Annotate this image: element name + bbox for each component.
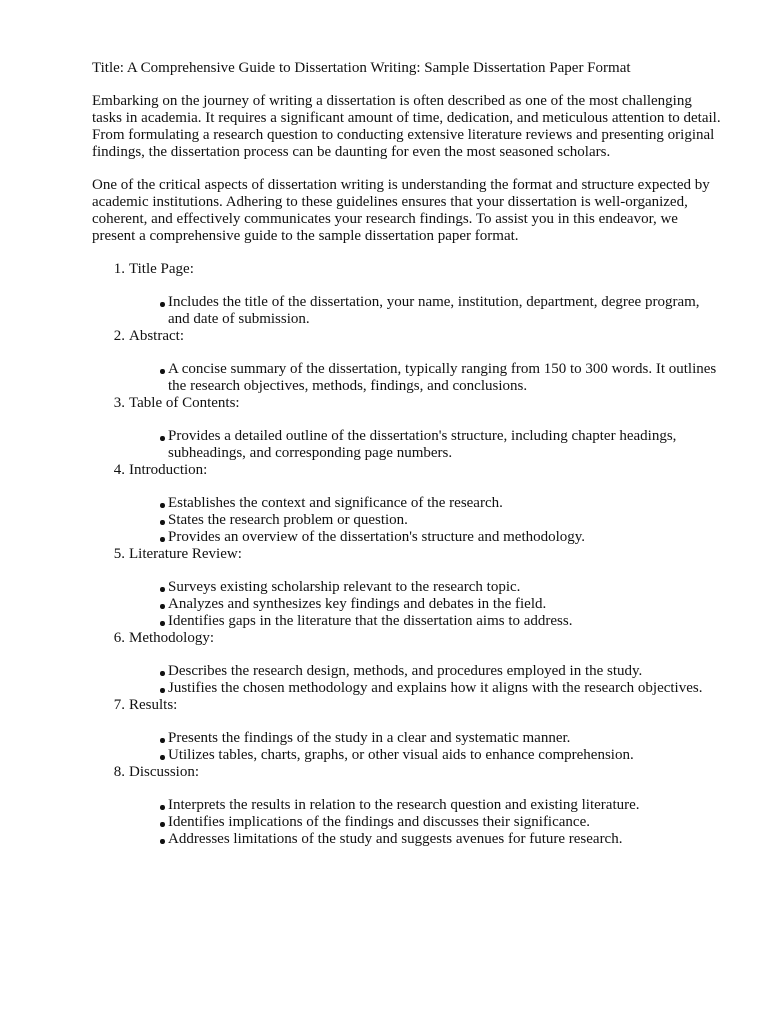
bullet-item: Provides a detailed outline of the dissertation's structure, including chapter headings, subheadings, and corresponding page numbers. [168, 428, 722, 462]
section-heading: Title Page: [129, 261, 194, 277]
section-heading: Introduction: [129, 462, 208, 478]
bullet-item: Analyzes and synthesizes key findings and debates in the field. [168, 596, 722, 613]
bullet-item: Establishes the context and significance of the research. [168, 495, 722, 512]
bullet-item: Identifies implications of the findings and discusses their significance. [168, 814, 722, 831]
section-heading: Results: [129, 697, 178, 713]
bullet-item: States the research problem or question. [168, 512, 722, 529]
bullet-list [129, 495, 722, 546]
bullet-list [129, 579, 722, 630]
bullet-list [129, 294, 722, 328]
document-page [92, 60, 722, 848]
bullet-list [129, 797, 722, 848]
document-title: Title: A Comprehensive Guide to Dissertation Writing: Sample Dissertation Paper Format [92, 60, 631, 76]
section-item [129, 764, 722, 848]
section-item [129, 261, 722, 328]
bullet-item: Addresses limitations of the study and suggests avenues for future research. [168, 831, 722, 848]
bullet-item: A concise summary of the dissertation, typically ranging from 150 to 300 words. It outlines the research objectives, methods, findings, and conclusions. [168, 361, 722, 395]
bullet-list [129, 428, 722, 462]
section-heading: Literature Review: [129, 546, 242, 562]
section-item [129, 630, 722, 697]
section-heading: Discussion: [129, 764, 200, 780]
section-item [129, 462, 722, 546]
bullet-list [129, 663, 722, 697]
section-heading: Methodology: [129, 630, 214, 646]
section-list [92, 261, 722, 848]
bullet-item: Utilizes tables, charts, graphs, or other visual aids to enhance comprehension. [168, 747, 722, 764]
section-heading: Abstract: [129, 328, 184, 344]
section-item [129, 328, 722, 395]
format-paragraph: One of the critical aspects of dissertation writing is understanding the format and structure expected by academic institutions. Adhering to these guidelines ensures that your dissertation is well-organized, coherent, and effectively communicates your research findings. To assist you in this endeavor, we present a comprehensive guide to the sample dissertation paper format. [92, 177, 710, 244]
bullet-item: Justifies the chosen methodology and explains how it aligns with the research objectives. [168, 680, 722, 697]
section-item [129, 395, 722, 462]
section-item [129, 697, 722, 764]
section-item [129, 546, 722, 630]
bullet-list [129, 361, 722, 395]
bullet-item: Includes the title of the dissertation, your name, institution, department, degree program, and date of submission. [168, 294, 722, 328]
bullet-item: Interprets the results in relation to the research question and existing literature. [168, 797, 722, 814]
intro-paragraph: Embarking on the journey of writing a dissertation is often described as one of the most challenging tasks in academia. It requires a significant amount of time, dedication, and meticulous attention to detail. From formulating a research question to conducting extensive literature reviews and presenting original findings, the dissertation process can be daunting for even the most seasoned scholars. [92, 93, 721, 160]
bullet-item: Presents the findings of the study in a clear and systematic manner. [168, 730, 722, 747]
bullet-item: Describes the research design, methods, and procedures employed in the study. [168, 663, 722, 680]
bullet-item: Identifies gaps in the literature that the dissertation aims to address. [168, 613, 722, 630]
section-heading: Table of Contents: [129, 395, 240, 411]
bullet-list [129, 730, 722, 764]
bullet-item: Provides an overview of the dissertation's structure and methodology. [168, 529, 722, 546]
bullet-item: Surveys existing scholarship relevant to the research topic. [168, 579, 722, 596]
